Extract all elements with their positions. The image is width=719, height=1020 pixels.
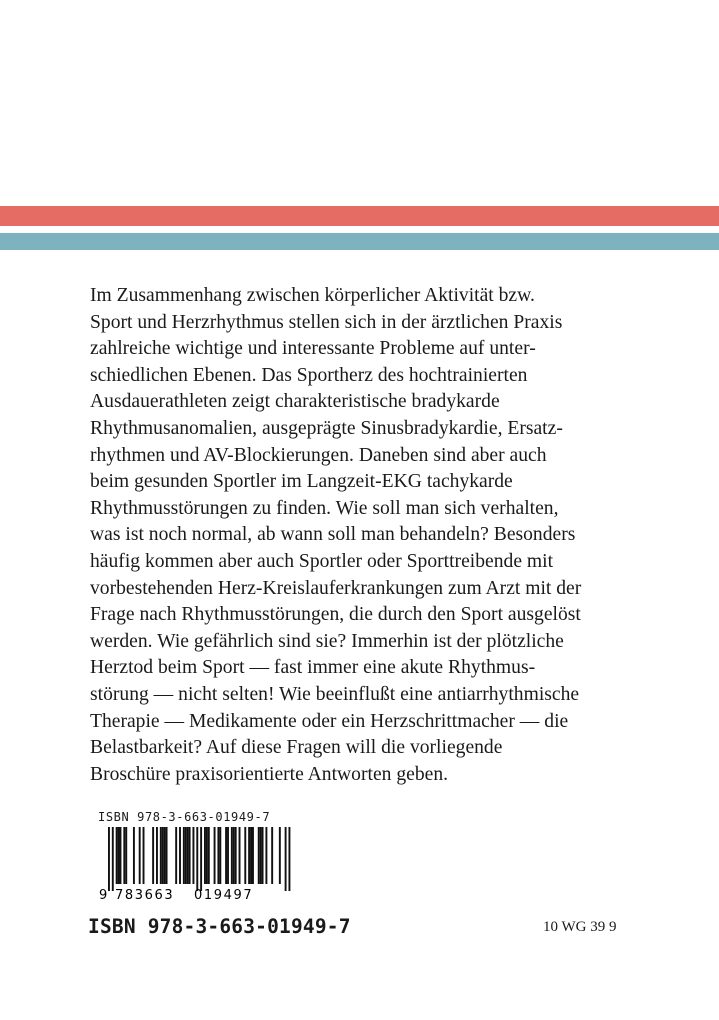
barcode-bar [252, 827, 254, 884]
barcode-bar [206, 827, 208, 884]
barcode-digit-first: 9 [99, 888, 108, 903]
blurb-line: was ist noch normal, ab wann soll man behandeln? Besonders [90, 524, 576, 546]
barcode-block [96, 810, 296, 902]
barcode-bar [120, 827, 122, 884]
blurb-line: vorbestehenden Herz-Kreislauferkrankungen zum Arzt mit der [90, 577, 582, 599]
top-blue-stripe [0, 233, 719, 250]
blurb-line: störung — nicht selten! Wie beeinflußt eine antiarrhythmische [90, 683, 580, 705]
barcode-digits-left: 783663 [115, 888, 175, 903]
barcode-bar [162, 827, 164, 884]
barcode-bar [185, 827, 187, 884]
barcode-bar [123, 827, 125, 884]
blurb-line: Ausdauerathleten zeigt charakteristische bradykarde [90, 391, 500, 413]
blurb-line: Sport und Herzrhythmus stellen sich in der ärztlichen Praxis [90, 311, 563, 333]
barcode-bar [175, 827, 177, 884]
barcode-bar [288, 827, 290, 891]
barcode-isbn-label: ISBN 978-3-663-01949-7 [98, 810, 271, 824]
barcode-bar [183, 827, 185, 884]
barcode-bar [189, 827, 191, 884]
barcode-bar [233, 827, 235, 884]
barcode-bar [235, 827, 237, 884]
barcode-bar [204, 827, 206, 884]
barcode-digits-right: 019497 [194, 888, 254, 903]
barcode-bar [250, 827, 252, 884]
catalog-code: 10 WG 39 9 [543, 919, 617, 935]
blurb-line: werden. Wie gefährlich sind sie? Immerhin ist der plötzliche [90, 630, 564, 652]
blurb-line: rhythmen und AV-Blockierungen. Daneben sind aber auch [90, 444, 547, 466]
barcode-bar [179, 827, 181, 884]
blurb-line: Belastbarkeit? Auf diese Fragen will die vorliegende [90, 737, 503, 759]
barcode-bar [152, 827, 154, 884]
barcode-bar [271, 827, 273, 884]
barcode-bar [227, 827, 229, 884]
barcode-bar [258, 827, 260, 884]
barcode-bar [187, 827, 189, 884]
blurb-line: Broschüre praxisorientierte Antworten geben. [90, 763, 449, 785]
barcode-bar [239, 827, 241, 884]
isbn-number: ISBN 978-3-663-01949-7 [88, 915, 351, 938]
barcode-bar [166, 827, 168, 884]
barcode-bar [285, 827, 287, 891]
barcode-bar [156, 827, 158, 884]
barcode-bar [244, 827, 246, 884]
barcode-bar [139, 827, 141, 884]
barcode-bar [116, 827, 118, 884]
barcode-bar [262, 827, 264, 884]
barcode-bar [112, 827, 114, 891]
barcode-bar [133, 827, 135, 884]
top-red-stripe [0, 206, 719, 226]
blurb-line: Herztod beim Sport — fast immer eine akute Rhythmus- [90, 657, 536, 679]
barcode-bar [200, 827, 202, 891]
barcode-bar [225, 827, 227, 884]
barcode-bar [143, 827, 145, 884]
blurb-line: Rhythmusstörungen zu finden. Wie soll man sich verhalten, [90, 497, 559, 519]
barcode-bar [160, 827, 162, 884]
barcode-bar [265, 827, 267, 884]
barcode-bar [231, 827, 233, 884]
blurb-line: zahlreiche wichtige und interessante Probleme auf unter- [90, 338, 536, 360]
barcode-icon [96, 827, 296, 903]
barcode-bar [208, 827, 210, 884]
blurb-line: Rhythmusanomalien, ausgeprägte Sinusbradykardie, Ersatz- [90, 417, 563, 439]
barcode-bar [260, 827, 262, 884]
barcode-bar [196, 827, 198, 891]
barcode-bar [118, 827, 120, 884]
back-cover-blurb [90, 283, 690, 788]
blurb-line: beim gesunden Sportler im Langzeit-EKG tachykarde [90, 471, 513, 493]
blurb-line: Im Zusammenhang zwischen körperlicher Aktivität bzw. [90, 285, 535, 306]
barcode-bar [192, 827, 194, 884]
barcode-bar [164, 827, 166, 884]
blurb-line: Frage nach Rhythmusstörungen, die durch den Sport ausgelöst [90, 604, 581, 626]
barcode-bar [108, 827, 110, 891]
barcode-bar [219, 827, 221, 884]
barcode-bar [279, 827, 281, 884]
barcode-bar [125, 827, 127, 884]
blurb-line: Therapie — Medikamente oder ein Herzschrittmacher — die [90, 710, 569, 732]
barcode-bar [248, 827, 250, 884]
barcode-bar [214, 827, 216, 884]
blurb-line: häufig kommen aber auch Sportler oder Sporttreibende mit [90, 550, 554, 572]
barcode-bar [217, 827, 219, 884]
blurb-line: schiedlichen Ebenen. Das Sportherz des hochtrainierten [90, 364, 528, 386]
